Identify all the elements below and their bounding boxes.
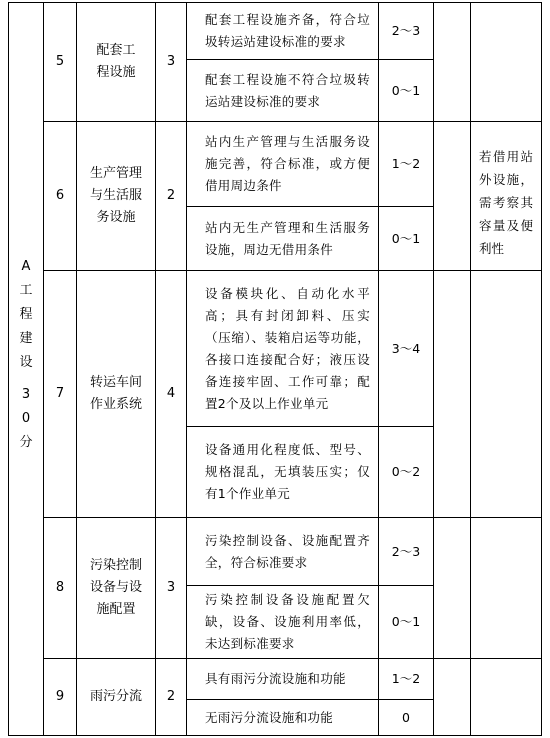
criterion-score: 2～3 bbox=[391, 22, 421, 38]
criterion-score: 2～3 bbox=[391, 543, 421, 559]
item-weight: 2 bbox=[166, 188, 176, 203]
remark-note: 若借用站外设施，需考察其容量及便利性 bbox=[479, 149, 533, 256]
item-weight: 2 bbox=[166, 689, 176, 704]
item-name: 污染控制设备与设施配置 bbox=[89, 558, 142, 617]
item-name: 雨污分流 bbox=[89, 689, 142, 704]
category-points: 30分 bbox=[19, 387, 33, 450]
criterion-text: 污染控制设备设施配置欠缺，设备、设施利用率低，未达到标准要求 bbox=[205, 592, 370, 651]
item-weight: 4 bbox=[166, 386, 176, 401]
item-name: 生产管理与生活服务设施 bbox=[89, 166, 142, 225]
row-number: 7 bbox=[55, 386, 65, 401]
criterion-score: 3～4 bbox=[391, 340, 421, 356]
col-divider bbox=[433, 2, 434, 736]
category-name: 工程建设 bbox=[19, 283, 33, 370]
item-weight: 3 bbox=[166, 53, 176, 69]
criterion-text: 配套工程设施不符合垃圾转运站建设标准的要求 bbox=[205, 71, 370, 109]
criterion-text: 设备通用化程度低、型号、规格混乱，无填装压实；仅有1个作业单元 bbox=[205, 442, 370, 501]
table-border-bottom bbox=[8, 735, 542, 736]
criterion-score: 0～2 bbox=[391, 464, 421, 479]
criterion-score: 1～2 bbox=[391, 671, 421, 686]
criterion-score: 0～1 bbox=[391, 614, 421, 629]
criterion-text: 设备模块化、自动化水平高；具有封闭卸料、压实（压缩）、装箱启运等功能，各接口连接配合好；液压设备连接牢固、工作可靠；配置2个及以上作业单元 bbox=[205, 285, 370, 411]
row-number: 6 bbox=[55, 188, 65, 203]
col-divider bbox=[470, 2, 471, 736]
criterion-text: 无雨污分流设施和功能 bbox=[205, 709, 334, 725]
category-cell bbox=[9, 259, 43, 450]
criterion-score: 0 bbox=[402, 709, 410, 725]
item-weight: 3 bbox=[166, 580, 176, 595]
criterion-score: 0～1 bbox=[391, 82, 421, 98]
row-number: 9 bbox=[55, 689, 65, 704]
item-name: 配套工程设施 bbox=[96, 42, 136, 80]
criterion-score: 0～1 bbox=[391, 230, 421, 246]
criterion-text: 站内无生产管理和生活服务设施，周边无借用条件 bbox=[205, 219, 370, 257]
category-code: A bbox=[21, 259, 31, 274]
row-number: 8 bbox=[55, 580, 65, 595]
criterion-score: 1～2 bbox=[391, 156, 421, 171]
criterion-text: 站内生产管理与生活服务设施完善，符合标准，或方便借用周边条件 bbox=[205, 134, 370, 193]
item-name: 转运车间作业系统 bbox=[89, 375, 142, 412]
row-number: 5 bbox=[55, 53, 65, 69]
table-border-right bbox=[541, 2, 542, 736]
criterion-text: 配套工程设施齐备，符合垃圾转运站建设标准的要求 bbox=[205, 11, 370, 49]
criterion-text: 具有雨污分流设施和功能 bbox=[205, 671, 346, 686]
criterion-text: 污染控制设备、设施配置齐全，符合标准要求 bbox=[205, 532, 370, 570]
